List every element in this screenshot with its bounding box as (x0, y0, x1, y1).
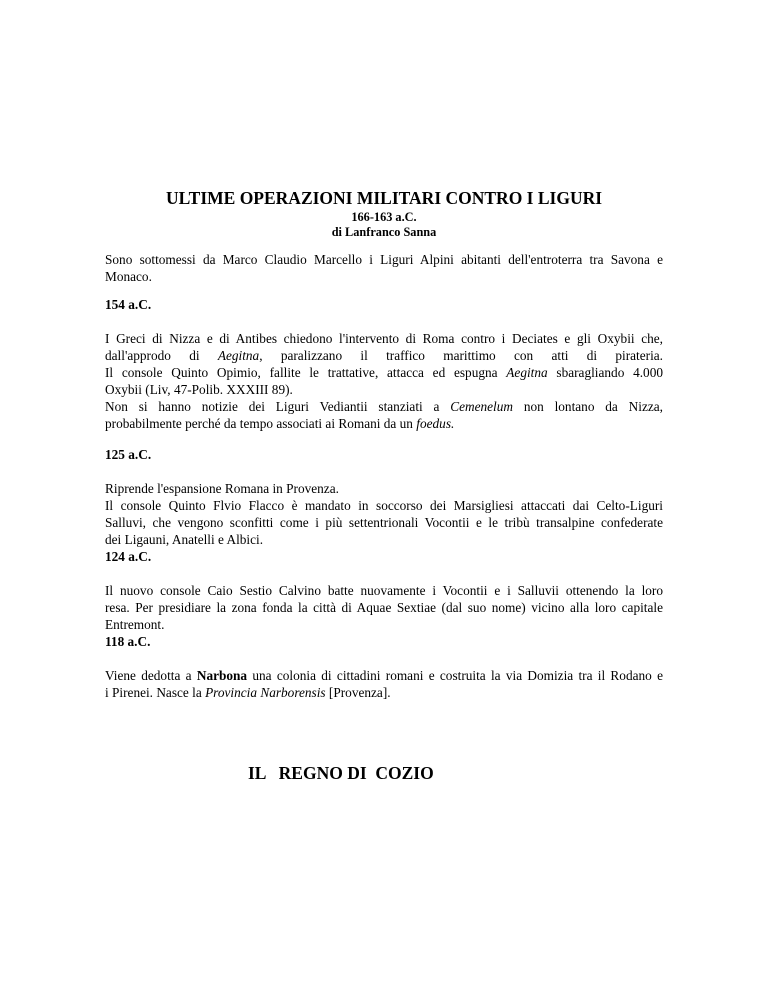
paragraph-line: probabilmente perché da tempo associati ai Romani da un foedus. (105, 416, 455, 431)
section-paragraph (105, 582, 663, 633)
paragraph-line: Entremont. (105, 617, 165, 632)
bold-term: Narbona (196, 668, 248, 683)
year-heading: 124 a.C. (105, 549, 152, 564)
document-title: ULTIME OPERAZIONI MILITARI CONTRO I LIGURI (165, 188, 603, 208)
author-line: di Lanfranco Sanna (331, 225, 437, 239)
next-section-title: IL REGNO DI COZIO (248, 763, 434, 783)
paragraph-line: I Greci di Nizza e di Antibes chiedono l'intervento di Roma contro i Deciates e gli Oxybii che, (105, 331, 663, 346)
paragraph-line: dei Ligauni, Anatelli e Albici. (105, 532, 264, 547)
section-paragraph (105, 667, 663, 701)
paragraph-line: Salluvi, che vengono sconfitti come i più settentrionali Vocontii e le tribù transalpine confederate (105, 515, 663, 530)
intro-paragraph (105, 251, 663, 285)
paragraph-line: Oxybii (Liv, 47-Polib. XXXIII 89). (105, 382, 293, 397)
year-heading: 125 a.C. (105, 447, 152, 462)
section-paragraph (105, 480, 663, 548)
italic-term: Cemenelum (450, 399, 514, 414)
paragraph-line: resa. Per presidiare la zona fonda la città di Aquae Sextiae (dal suo nome) vicino alla loro capitale (105, 600, 663, 615)
italic-term: Aegitna (217, 348, 260, 363)
paragraph-line: Il console Quinto Flvio Flacco è mandato in soccorso dei Marsigliesi attaccati dai Celto-Liguri (105, 498, 663, 513)
paragraph-line: Riprende l'espansione Romana in Provenza. (105, 481, 339, 496)
section-paragraph (105, 330, 663, 432)
date-range: 166-163 a.C. (351, 210, 417, 224)
paragraph-line: Non si hanno notizie dei Liguri Vediantii stanziati a Cemenelum non lontano da Nizza, (105, 399, 663, 414)
paragraph-line: i Pirenei. Nasce la Provincia Narborensis [Provenza]. (105, 685, 391, 700)
italic-term: Aegitna (506, 365, 548, 380)
italic-term: Provincia Narborensis (205, 685, 326, 700)
year-heading: 154 a.C. (105, 297, 152, 312)
year-heading: 118 a.C. (105, 634, 151, 649)
paragraph-line: Viene dedotta a Narbona una colonia di cittadini romani e costruita la via Domizia tra il Rodano e (105, 668, 663, 683)
paragraph-line: Il console Quinto Opimio, fallite le trattative, attacca ed espugna Aegitna sbaragliando 4.000 (105, 365, 664, 380)
intro-line: Sono sottomessi da Marco Claudio Marcello i Liguri Alpini abitanti dell'entroterra tra Savona e (105, 252, 663, 267)
paragraph-line: Il nuovo console Caio Sestio Calvino batte nuovamente i Vocontii e i Salluvii ottenendo la loro (105, 583, 663, 598)
paragraph-line: dall'approdo di Aegitna, paralizzano il traffico marittimo con atti di pirateria. (105, 348, 663, 363)
italic-term: foedus. (416, 416, 455, 431)
intro-line: Monaco. (105, 269, 152, 284)
